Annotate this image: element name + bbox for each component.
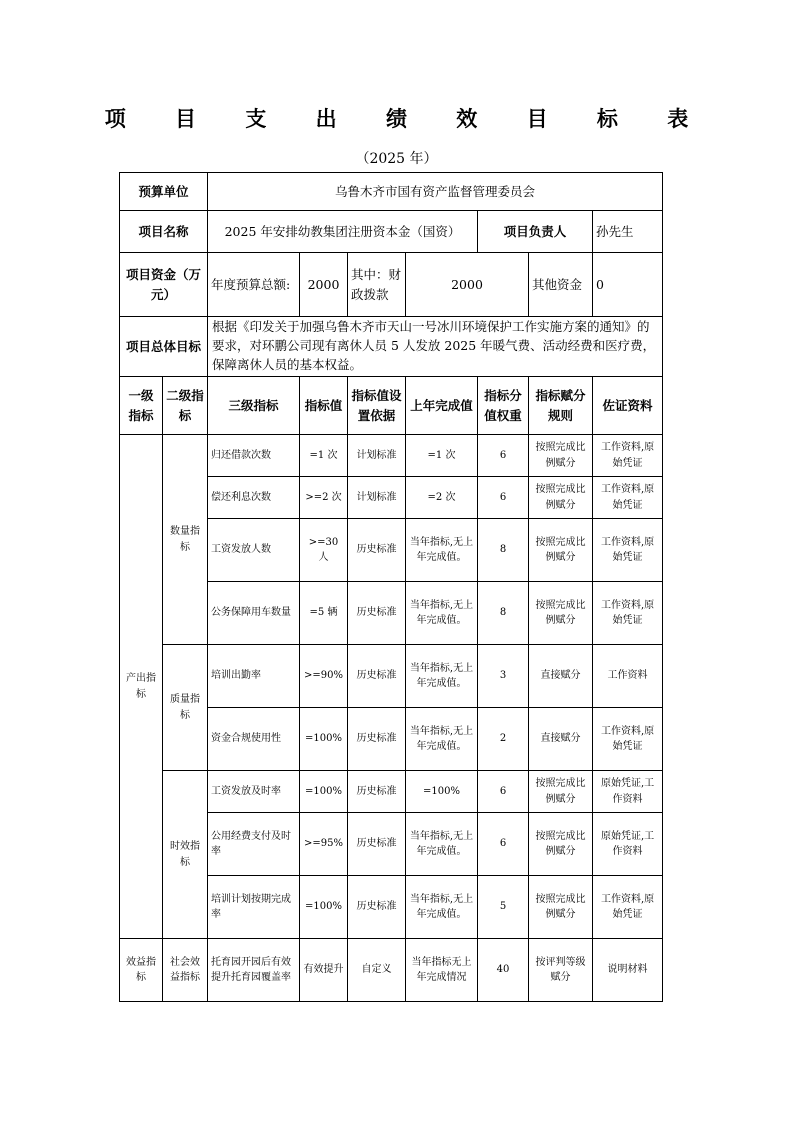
level1-benefit: 效益指标 xyxy=(120,939,163,1002)
indicator-weight: 8 xyxy=(478,582,529,645)
indicator-name: 工资发放人数 xyxy=(208,519,300,582)
indicator-basis: 历史标准 xyxy=(348,876,406,939)
indicator-basis: 历史标准 xyxy=(348,813,406,876)
indicator-rule: 按照完成比例赋分 xyxy=(529,876,593,939)
budget-unit-label: 预算单位 xyxy=(120,173,208,211)
indicator-evidence: 工作资料,原始凭证 xyxy=(593,519,663,582)
indicator-rule: 按照完成比例赋分 xyxy=(529,435,593,477)
level2-quality: 质量指标 xyxy=(163,645,208,771)
indicator-evidence: 工作资料,原始凭证 xyxy=(593,477,663,519)
indicator-value: =1 次 xyxy=(300,435,348,477)
table-row xyxy=(120,435,663,477)
goal-value: 根据《印发关于加强乌鲁木齐市天山一号冰川环境保护工作实施方案的通知》的要求，对环鹏公司现有离休人员 5 人发放 2025 年暖气费、活动经费和医疗费，保障离休人员的基本权益。 xyxy=(208,317,663,377)
indicator-value: 有效提升 xyxy=(300,939,348,1002)
indicator-weight: 6 xyxy=(478,813,529,876)
indicator-value: =5 辆 xyxy=(300,582,348,645)
year-label: （2025 年） xyxy=(355,151,438,167)
indicator-value: =100% xyxy=(300,771,348,813)
fiscal-value: 2000 xyxy=(406,253,529,317)
indicator-basis: 计划标准 xyxy=(348,435,406,477)
other-funds-value: 0 xyxy=(593,253,663,317)
indicator-rule: 按照完成比例赋分 xyxy=(529,771,593,813)
funds-label: 项目资金（万元） xyxy=(120,253,208,317)
indicator-basis: 历史标准 xyxy=(348,708,406,771)
indicator-rule: 按评判等级赋分 xyxy=(529,939,593,1002)
col-level2: 二级指标 xyxy=(163,377,208,435)
project-name-label: 项目名称 xyxy=(120,211,208,253)
indicator-name: 工资发放及时率 xyxy=(208,771,300,813)
budget-unit-value: 乌鲁木齐市国有资产监督管理委员会 xyxy=(208,173,663,211)
indicator-evidence: 工作资料 xyxy=(593,645,663,708)
indicator-last-year: 当年指标,无上年完成值。 xyxy=(406,708,478,771)
indicator-rule: 直接赋分 xyxy=(529,708,593,771)
col-level1: 一级指标 xyxy=(120,377,163,435)
indicator-last-year: 当年指标,无上年完成值。 xyxy=(406,645,478,708)
annual-budget-value: 2000 xyxy=(300,253,348,317)
indicator-name: 偿还利息次数 xyxy=(208,477,300,519)
indicator-weight: 6 xyxy=(478,771,529,813)
indicator-name: 培训计划按期完成率 xyxy=(208,876,300,939)
indicator-last-year: 当年指标,无上年完成值。 xyxy=(406,519,478,582)
indicator-value: >=30 人 xyxy=(300,519,348,582)
indicator-name: 归还借款次数 xyxy=(208,435,300,477)
level2-social: 社会效益指标 xyxy=(163,939,208,1002)
indicator-basis: 自定义 xyxy=(348,939,406,1002)
indicator-last-year: =1 次 xyxy=(406,435,478,477)
col-basis: 指标值设置依据 xyxy=(348,377,406,435)
page-title: 项 目 支 出 绩 效 目 标 表 xyxy=(104,107,710,131)
indicator-last-year: 当年指标无上年完成情况 xyxy=(406,939,478,1002)
indicator-evidence: 工作资料,原始凭证 xyxy=(593,708,663,771)
table-row xyxy=(120,771,663,813)
budget-unit-row xyxy=(120,173,663,211)
performance-table xyxy=(119,172,663,1002)
indicator-weight: 6 xyxy=(478,435,529,477)
indicator-evidence: 原始凭证,工作资料 xyxy=(593,771,663,813)
indicator-value: >=95% xyxy=(300,813,348,876)
indicator-value: =100% xyxy=(300,708,348,771)
col-evidence: 佐证资料 xyxy=(593,377,663,435)
level2-timeliness: 时效指标 xyxy=(163,771,208,939)
other-funds-label: 其他资金 xyxy=(529,253,593,317)
indicator-value: =100% xyxy=(300,876,348,939)
indicator-name: 托育园开园后有效提升托育园覆盖率 xyxy=(208,939,300,1002)
project-name-row xyxy=(120,211,663,253)
indicator-name: 公用经费支付及时率 xyxy=(208,813,300,876)
annual-budget-label: 年度预算总额: xyxy=(208,253,300,317)
indicator-evidence: 工作资料,原始凭证 xyxy=(593,582,663,645)
indicator-evidence: 工作资料,原始凭证 xyxy=(593,435,663,477)
indicator-weight: 5 xyxy=(478,876,529,939)
indicator-value: >=2 次 xyxy=(300,477,348,519)
project-name-value: 2025 年安排幼教集团注册资本金（国资） xyxy=(208,211,478,253)
level1-output: 产出指标 xyxy=(120,435,163,939)
indicator-name: 资金合规使用性 xyxy=(208,708,300,771)
goal-row xyxy=(120,317,663,377)
indicator-rule: 按照完成比例赋分 xyxy=(529,477,593,519)
indicator-basis: 历史标准 xyxy=(348,645,406,708)
project-owner-label: 项目负责人 xyxy=(478,211,593,253)
indicator-rule: 按照完成比例赋分 xyxy=(529,813,593,876)
col-value: 指标值 xyxy=(300,377,348,435)
goal-label: 项目总体目标 xyxy=(120,317,208,377)
indicator-evidence: 工作资料,原始凭证 xyxy=(593,876,663,939)
indicator-evidence: 原始凭证,工作资料 xyxy=(593,813,663,876)
indicator-basis: 历史标准 xyxy=(348,771,406,813)
col-level3: 三级指标 xyxy=(208,377,300,435)
indicator-last-year: 当年指标,无上年完成值。 xyxy=(406,813,478,876)
indicator-weight: 3 xyxy=(478,645,529,708)
project-owner-value: 孙先生 xyxy=(593,211,663,253)
indicator-weight: 2 xyxy=(478,708,529,771)
indicator-basis: 计划标准 xyxy=(348,477,406,519)
indicator-basis: 历史标准 xyxy=(348,519,406,582)
col-weight: 指标分值权重 xyxy=(478,377,529,435)
indicator-weight: 40 xyxy=(478,939,529,1002)
indicator-basis: 历史标准 xyxy=(348,582,406,645)
column-header-row xyxy=(120,377,663,435)
indicator-rule: 按照完成比例赋分 xyxy=(529,519,593,582)
indicator-last-year: 当年指标,无上年完成值。 xyxy=(406,876,478,939)
level2-quantity: 数量指标 xyxy=(163,435,208,645)
indicator-name: 培训出勤率 xyxy=(208,645,300,708)
col-rule: 指标赋分规则 xyxy=(529,377,593,435)
table-row xyxy=(120,939,663,1002)
indicator-rule: 按照完成比例赋分 xyxy=(529,582,593,645)
funds-row xyxy=(120,253,663,317)
indicator-last-year: 当年指标,无上年完成值。 xyxy=(406,582,478,645)
indicator-last-year: =2 次 xyxy=(406,477,478,519)
indicator-weight: 6 xyxy=(478,477,529,519)
indicator-evidence: 说明材料 xyxy=(593,939,663,1002)
indicator-value: >=90% xyxy=(300,645,348,708)
indicator-rule: 直接赋分 xyxy=(529,645,593,708)
fiscal-label: 其中：财政拨款 xyxy=(348,253,406,317)
col-last-year: 上年完成值 xyxy=(406,377,478,435)
table-row xyxy=(120,645,663,708)
indicator-last-year: =100% xyxy=(406,771,478,813)
indicator-name: 公务保障用车数量 xyxy=(208,582,300,645)
indicator-weight: 8 xyxy=(478,519,529,582)
